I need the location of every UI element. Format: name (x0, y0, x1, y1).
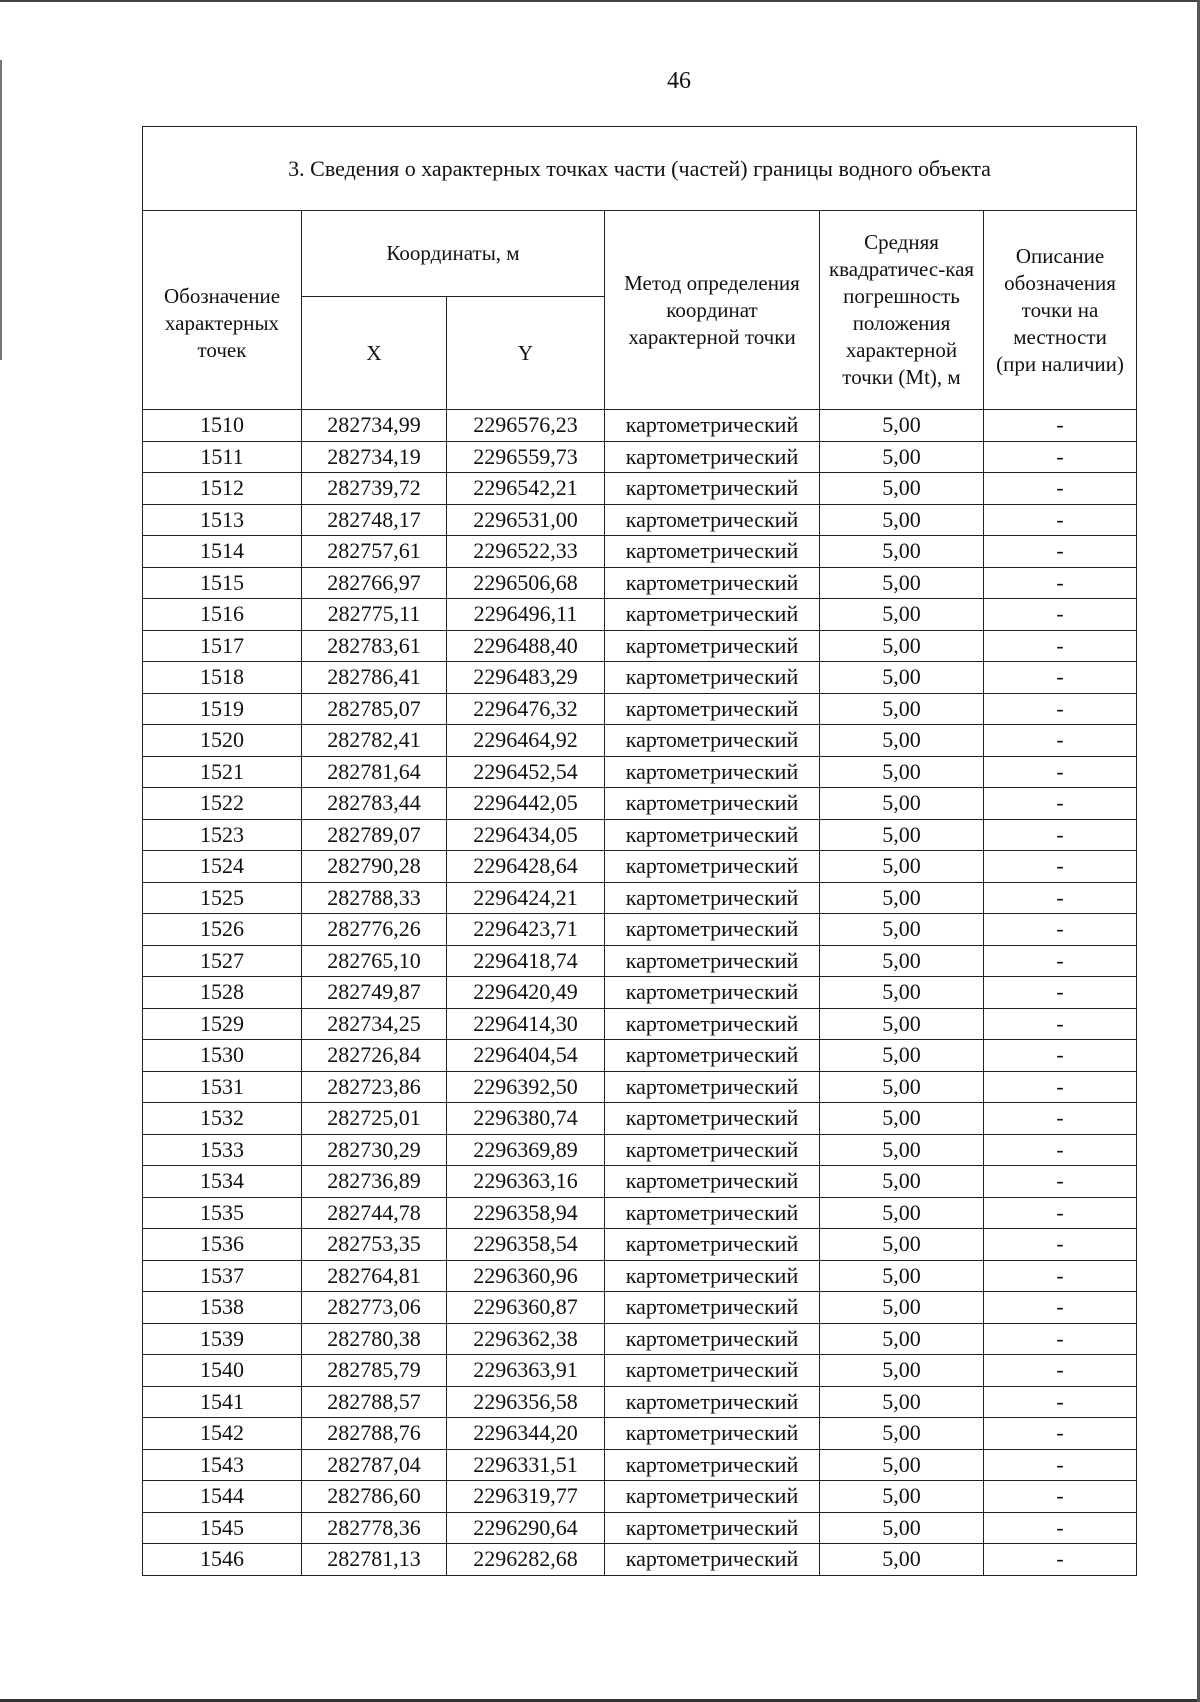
coord-y-cell: 2296392,50 (447, 1071, 605, 1103)
coord-x-cell: 282781,64 (302, 756, 447, 788)
method-cell: картометрический (605, 1355, 820, 1387)
coord-y-cell: 2296423,71 (447, 914, 605, 946)
accuracy-cell: 5,00 (820, 1071, 984, 1103)
point-id-cell: 1526 (143, 914, 302, 946)
coord-x-cell: 282778,36 (302, 1512, 447, 1544)
accuracy-cell: 5,00 (820, 630, 984, 662)
accuracy-cell: 5,00 (820, 1008, 984, 1040)
coord-y-cell: 2296414,30 (447, 1008, 605, 1040)
coord-x-cell: 282734,25 (302, 1008, 447, 1040)
coord-x-cell: 282776,26 (302, 914, 447, 946)
method-cell: картометрический (605, 977, 820, 1009)
coord-y-cell: 2296496,11 (447, 599, 605, 631)
accuracy-cell: 5,00 (820, 725, 984, 757)
coord-x-cell: 282773,06 (302, 1292, 447, 1324)
header-coordinates: Координаты, м (302, 211, 605, 297)
coord-x-cell: 282783,44 (302, 788, 447, 820)
header-x: X (302, 297, 447, 410)
table-row (143, 599, 1137, 631)
coord-x-cell: 282723,86 (302, 1071, 447, 1103)
description-cell: - (984, 1481, 1137, 1513)
method-cell: картометрический (605, 1008, 820, 1040)
table-row (143, 693, 1137, 725)
description-cell: - (984, 1449, 1137, 1481)
coord-y-cell: 2296483,29 (447, 662, 605, 694)
method-cell: картометрический (605, 1292, 820, 1324)
method-cell: картометрический (605, 1071, 820, 1103)
accuracy-cell: 5,00 (820, 1355, 984, 1387)
description-cell: - (984, 693, 1137, 725)
point-id-cell: 1527 (143, 945, 302, 977)
accuracy-cell: 5,00 (820, 1260, 984, 1292)
method-cell: картометрический (605, 1197, 820, 1229)
description-cell: - (984, 945, 1137, 977)
coord-y-cell: 2296428,64 (447, 851, 605, 883)
accuracy-cell: 5,00 (820, 504, 984, 536)
point-id-cell: 1517 (143, 630, 302, 662)
coord-x-cell: 282749,87 (302, 977, 447, 1009)
coord-x-cell: 282788,76 (302, 1418, 447, 1450)
coord-x-cell: 282730,29 (302, 1134, 447, 1166)
header-point-designation: Обозначение характерных точек (143, 211, 302, 410)
point-id-cell: 1545 (143, 1512, 302, 1544)
coord-x-cell: 282790,28 (302, 851, 447, 883)
table-row (143, 977, 1137, 1009)
coord-y-cell: 2296356,58 (447, 1386, 605, 1418)
method-cell: картометрический (605, 693, 820, 725)
scan-edge-top (0, 0, 1200, 2)
point-id-cell: 1528 (143, 977, 302, 1009)
table-row (143, 851, 1137, 883)
header-y: Y (447, 297, 605, 410)
method-cell: картометрический (605, 882, 820, 914)
coord-y-cell: 2296522,33 (447, 536, 605, 568)
table-row (143, 1229, 1137, 1261)
coord-y-cell: 2296418,74 (447, 945, 605, 977)
description-cell: - (984, 662, 1137, 694)
method-cell: картометрический (605, 599, 820, 631)
method-cell: картометрический (605, 756, 820, 788)
point-id-cell: 1540 (143, 1355, 302, 1387)
coord-x-cell: 282753,35 (302, 1229, 447, 1261)
coord-x-cell: 282764,81 (302, 1260, 447, 1292)
coord-x-cell: 282786,41 (302, 662, 447, 694)
accuracy-cell: 5,00 (820, 410, 984, 442)
table-row (143, 1386, 1137, 1418)
accuracy-cell: 5,00 (820, 536, 984, 568)
coord-y-cell: 2296404,54 (447, 1040, 605, 1072)
coord-y-cell: 2296420,49 (447, 977, 605, 1009)
coord-x-cell: 282780,38 (302, 1323, 447, 1355)
method-cell: картометрический (605, 945, 820, 977)
coord-x-cell: 282789,07 (302, 819, 447, 851)
table-row (143, 819, 1137, 851)
description-cell: - (984, 819, 1137, 851)
point-id-cell: 1533 (143, 1134, 302, 1166)
method-cell: картометрический (605, 1481, 820, 1513)
coord-y-cell: 2296452,54 (447, 756, 605, 788)
section-title: 3. Сведения о характерных точках части (частей) границы водного объекта (143, 127, 1137, 211)
scan-edge-left (0, 60, 2, 360)
coord-x-cell: 282785,79 (302, 1355, 447, 1387)
description-cell: - (984, 441, 1137, 473)
method-cell: картометрический (605, 441, 820, 473)
table-row (143, 1418, 1137, 1450)
description-cell: - (984, 1386, 1137, 1418)
accuracy-cell: 5,00 (820, 1481, 984, 1513)
coord-y-cell: 2296360,96 (447, 1260, 605, 1292)
accuracy-cell: 5,00 (820, 882, 984, 914)
method-cell: картометрический (605, 1166, 820, 1198)
description-cell: - (984, 1166, 1137, 1198)
accuracy-cell: 5,00 (820, 819, 984, 851)
coord-x-cell: 282736,89 (302, 1166, 447, 1198)
method-cell: картометрический (605, 1040, 820, 1072)
table-row (143, 567, 1137, 599)
point-id-cell: 1511 (143, 441, 302, 473)
header-accuracy: Средняя квадратичес-кая погрешность положения характерной точки (Mt), м (820, 211, 984, 410)
coord-y-cell: 2296559,73 (447, 441, 605, 473)
accuracy-cell: 5,00 (820, 693, 984, 725)
point-id-cell: 1538 (143, 1292, 302, 1324)
description-cell: - (984, 1418, 1137, 1450)
point-id-cell: 1530 (143, 1040, 302, 1072)
table-row (143, 1481, 1137, 1513)
point-id-cell: 1546 (143, 1544, 302, 1576)
table-row (143, 1008, 1137, 1040)
method-cell: картометрический (605, 473, 820, 505)
accuracy-cell: 5,00 (820, 662, 984, 694)
method-cell: картометрический (605, 1103, 820, 1135)
point-id-cell: 1521 (143, 756, 302, 788)
coord-x-cell: 282757,61 (302, 536, 447, 568)
point-id-cell: 1519 (143, 693, 302, 725)
point-id-cell: 1514 (143, 536, 302, 568)
accuracy-cell: 5,00 (820, 1323, 984, 1355)
coord-y-cell: 2296331,51 (447, 1449, 605, 1481)
header-description: Описание обозначения точки на местности (при наличии) (984, 211, 1137, 410)
boundary-points-table (142, 126, 1137, 1576)
coord-y-cell: 2296464,92 (447, 725, 605, 757)
coord-x-cell: 282785,07 (302, 693, 447, 725)
coord-y-cell: 2296434,05 (447, 819, 605, 851)
accuracy-cell: 5,00 (820, 1229, 984, 1261)
point-id-cell: 1512 (143, 473, 302, 505)
table-row (143, 1197, 1137, 1229)
point-id-cell: 1535 (143, 1197, 302, 1229)
coord-x-cell: 282781,13 (302, 1544, 447, 1576)
accuracy-cell: 5,00 (820, 945, 984, 977)
method-cell: картометрический (605, 1512, 820, 1544)
description-cell: - (984, 914, 1137, 946)
point-id-cell: 1515 (143, 567, 302, 599)
table-row (143, 504, 1137, 536)
coord-y-cell: 2296362,38 (447, 1323, 605, 1355)
description-cell: - (984, 882, 1137, 914)
accuracy-cell: 5,00 (820, 567, 984, 599)
table-row (143, 1544, 1137, 1576)
coord-y-cell: 2296576,23 (447, 410, 605, 442)
coord-x-cell: 282783,61 (302, 630, 447, 662)
table-row (143, 788, 1137, 820)
coord-y-cell: 2296476,32 (447, 693, 605, 725)
coord-y-cell: 2296424,21 (447, 882, 605, 914)
table-row (143, 630, 1137, 662)
accuracy-cell: 5,00 (820, 977, 984, 1009)
accuracy-cell: 5,00 (820, 599, 984, 631)
coord-x-cell: 282766,97 (302, 567, 447, 599)
coord-y-cell: 2296488,40 (447, 630, 605, 662)
point-id-cell: 1536 (143, 1229, 302, 1261)
description-cell: - (984, 756, 1137, 788)
point-id-cell: 1520 (143, 725, 302, 757)
table-row (143, 1323, 1137, 1355)
method-cell: картометрический (605, 851, 820, 883)
description-cell: - (984, 410, 1137, 442)
point-id-cell: 1544 (143, 1481, 302, 1513)
page-number: 46 (667, 68, 691, 94)
method-cell: картометрический (605, 536, 820, 568)
table-row (143, 662, 1137, 694)
accuracy-cell: 5,00 (820, 756, 984, 788)
coord-x-cell: 282744,78 (302, 1197, 447, 1229)
description-cell: - (984, 1355, 1137, 1387)
coord-y-cell: 2296319,77 (447, 1481, 605, 1513)
method-cell: картометрический (605, 504, 820, 536)
coord-x-cell: 282748,17 (302, 504, 447, 536)
point-id-cell: 1510 (143, 410, 302, 442)
method-cell: картометрический (605, 725, 820, 757)
point-id-cell: 1531 (143, 1071, 302, 1103)
coord-y-cell: 2296542,21 (447, 473, 605, 505)
point-id-cell: 1543 (143, 1449, 302, 1481)
description-cell: - (984, 1512, 1137, 1544)
coord-x-cell: 282734,19 (302, 441, 447, 473)
accuracy-cell: 5,00 (820, 441, 984, 473)
table-row (143, 1103, 1137, 1135)
accuracy-cell: 5,00 (820, 473, 984, 505)
coord-x-cell: 282788,33 (302, 882, 447, 914)
table-row (143, 1071, 1137, 1103)
coord-y-cell: 2296358,54 (447, 1229, 605, 1261)
table-row (143, 1040, 1137, 1072)
description-cell: - (984, 1040, 1137, 1072)
method-cell: картометрический (605, 1229, 820, 1261)
method-cell: картометрический (605, 662, 820, 694)
accuracy-cell: 5,00 (820, 914, 984, 946)
description-cell: - (984, 1260, 1137, 1292)
description-cell: - (984, 725, 1137, 757)
accuracy-cell: 5,00 (820, 851, 984, 883)
point-id-cell: 1523 (143, 819, 302, 851)
accuracy-cell: 5,00 (820, 1166, 984, 1198)
point-id-cell: 1541 (143, 1386, 302, 1418)
table-row (143, 914, 1137, 946)
coord-y-cell: 2296380,74 (447, 1103, 605, 1135)
method-cell: картометрический (605, 819, 820, 851)
method-cell: картометрический (605, 1449, 820, 1481)
description-cell: - (984, 567, 1137, 599)
coord-x-cell: 282765,10 (302, 945, 447, 977)
description-cell: - (984, 1544, 1137, 1576)
table-row (143, 1449, 1137, 1481)
accuracy-cell: 5,00 (820, 1292, 984, 1324)
coord-x-cell: 282725,01 (302, 1103, 447, 1135)
coord-x-cell: 282786,60 (302, 1481, 447, 1513)
description-cell: - (984, 1071, 1137, 1103)
accuracy-cell: 5,00 (820, 788, 984, 820)
description-cell: - (984, 851, 1137, 883)
point-id-cell: 1518 (143, 662, 302, 694)
description-cell: - (984, 788, 1137, 820)
accuracy-cell: 5,00 (820, 1197, 984, 1229)
point-id-cell: 1534 (143, 1166, 302, 1198)
table-row (143, 1355, 1137, 1387)
table-row (143, 882, 1137, 914)
coord-y-cell: 2296442,05 (447, 788, 605, 820)
accuracy-cell: 5,00 (820, 1449, 984, 1481)
accuracy-cell: 5,00 (820, 1418, 984, 1450)
coord-x-cell: 282782,41 (302, 725, 447, 757)
table-row (143, 1260, 1137, 1292)
coord-x-cell: 282787,04 (302, 1449, 447, 1481)
accuracy-cell: 5,00 (820, 1134, 984, 1166)
description-cell: - (984, 599, 1137, 631)
coord-y-cell: 2296531,00 (447, 504, 605, 536)
description-cell: - (984, 536, 1137, 568)
accuracy-cell: 5,00 (820, 1512, 984, 1544)
coord-y-cell: 2296369,89 (447, 1134, 605, 1166)
coord-x-cell: 282726,84 (302, 1040, 447, 1072)
coord-y-cell: 2296506,68 (447, 567, 605, 599)
point-id-cell: 1513 (143, 504, 302, 536)
point-id-cell: 1532 (143, 1103, 302, 1135)
description-cell: - (984, 630, 1137, 662)
coord-x-cell: 282734,99 (302, 410, 447, 442)
coord-y-cell: 2296363,16 (447, 1166, 605, 1198)
header-method: Метод определения координат характерной точки (605, 211, 820, 410)
coord-y-cell: 2296363,91 (447, 1355, 605, 1387)
table-row (143, 725, 1137, 757)
method-cell: картометрический (605, 1544, 820, 1576)
point-id-cell: 1537 (143, 1260, 302, 1292)
coord-y-cell: 2296344,20 (447, 1418, 605, 1450)
point-id-cell: 1516 (143, 599, 302, 631)
accuracy-cell: 5,00 (820, 1040, 984, 1072)
coord-x-cell: 282775,11 (302, 599, 447, 631)
table-row (143, 756, 1137, 788)
method-cell: картометрический (605, 630, 820, 662)
table-row (143, 945, 1137, 977)
point-id-cell: 1529 (143, 1008, 302, 1040)
description-cell: - (984, 1323, 1137, 1355)
point-id-cell: 1539 (143, 1323, 302, 1355)
method-cell: картометрический (605, 1386, 820, 1418)
coord-y-cell: 2296282,68 (447, 1544, 605, 1576)
description-cell: - (984, 1292, 1137, 1324)
method-cell: картометрический (605, 1260, 820, 1292)
coord-x-cell: 282788,57 (302, 1386, 447, 1418)
accuracy-cell: 5,00 (820, 1544, 984, 1576)
table-row (143, 410, 1137, 442)
coord-y-cell: 2296290,64 (447, 1512, 605, 1544)
description-cell: - (984, 1103, 1137, 1135)
point-id-cell: 1542 (143, 1418, 302, 1450)
description-cell: - (984, 1008, 1137, 1040)
table-row (143, 1166, 1137, 1198)
method-cell: картометрический (605, 410, 820, 442)
description-cell: - (984, 1134, 1137, 1166)
accuracy-cell: 5,00 (820, 1386, 984, 1418)
coord-x-cell: 282739,72 (302, 473, 447, 505)
method-cell: картометрический (605, 1418, 820, 1450)
accuracy-cell: 5,00 (820, 1103, 984, 1135)
description-cell: - (984, 504, 1137, 536)
method-cell: картометрический (605, 1323, 820, 1355)
table-row (143, 441, 1137, 473)
coord-y-cell: 2296358,94 (447, 1197, 605, 1229)
table-row (143, 1512, 1137, 1544)
method-cell: картометрический (605, 788, 820, 820)
table-row (143, 536, 1137, 568)
description-cell: - (984, 473, 1137, 505)
point-id-cell: 1525 (143, 882, 302, 914)
table-row (143, 473, 1137, 505)
method-cell: картометрический (605, 1134, 820, 1166)
table-row (143, 1292, 1137, 1324)
point-id-cell: 1524 (143, 851, 302, 883)
coord-y-cell: 2296360,87 (447, 1292, 605, 1324)
method-cell: картометрический (605, 914, 820, 946)
description-cell: - (984, 1197, 1137, 1229)
description-cell: - (984, 1229, 1137, 1261)
method-cell: картометрический (605, 567, 820, 599)
point-id-cell: 1522 (143, 788, 302, 820)
description-cell: - (984, 977, 1137, 1009)
table-row (143, 1134, 1137, 1166)
